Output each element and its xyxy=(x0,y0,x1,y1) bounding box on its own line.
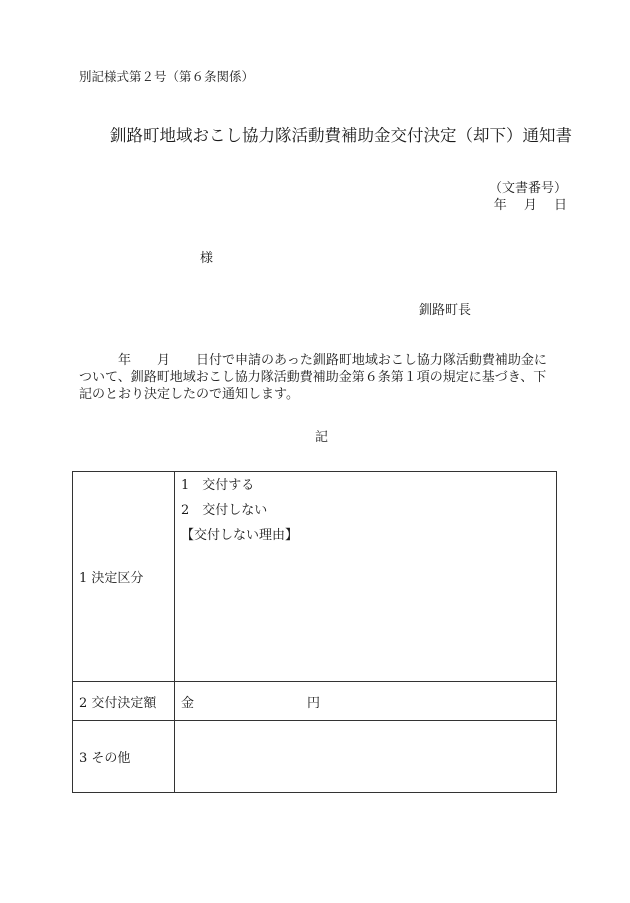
table-row-amount xyxy=(73,682,557,721)
amount-suffix: 円 xyxy=(307,695,321,711)
amount-cell xyxy=(175,682,557,721)
table-row-other xyxy=(73,721,557,793)
other-label: 3 その他 xyxy=(73,721,175,793)
document-title: 釧路町地域おこし協力隊活動費補助金交付決定（却下）通知書 xyxy=(110,126,572,145)
date-line: 年 月 日 xyxy=(493,198,567,213)
body-text: 年 月 日付で申請のあった釧路町地域おこし協力隊活動費補助金について、釧路町地域おこし協力隊活動費補助金第６条第１項の規定に基づき、下記のとおり決定したので通知します。 xyxy=(79,353,547,402)
ki-heading: 記 xyxy=(315,430,329,445)
amount-prefix: 金 xyxy=(181,695,195,711)
option-deny: 2 交付しない xyxy=(181,503,268,518)
sender: 釧路町長 xyxy=(419,303,472,318)
decision-table xyxy=(72,471,557,793)
decision-options xyxy=(175,472,557,682)
other-value xyxy=(175,721,557,793)
addressee: 様 xyxy=(200,251,214,266)
decision-label: 1 決定区分 xyxy=(73,472,175,682)
amount-label: 2 交付決定額 xyxy=(73,682,175,721)
document-number: （文書番号） xyxy=(488,181,567,196)
table-row-decision xyxy=(73,472,557,682)
form-number: 別記様式第２号（第６条関係） xyxy=(79,69,255,84)
option-grant: 1 交付する xyxy=(181,478,255,493)
deny-reason-label: 【交付しない理由】 xyxy=(181,528,299,543)
